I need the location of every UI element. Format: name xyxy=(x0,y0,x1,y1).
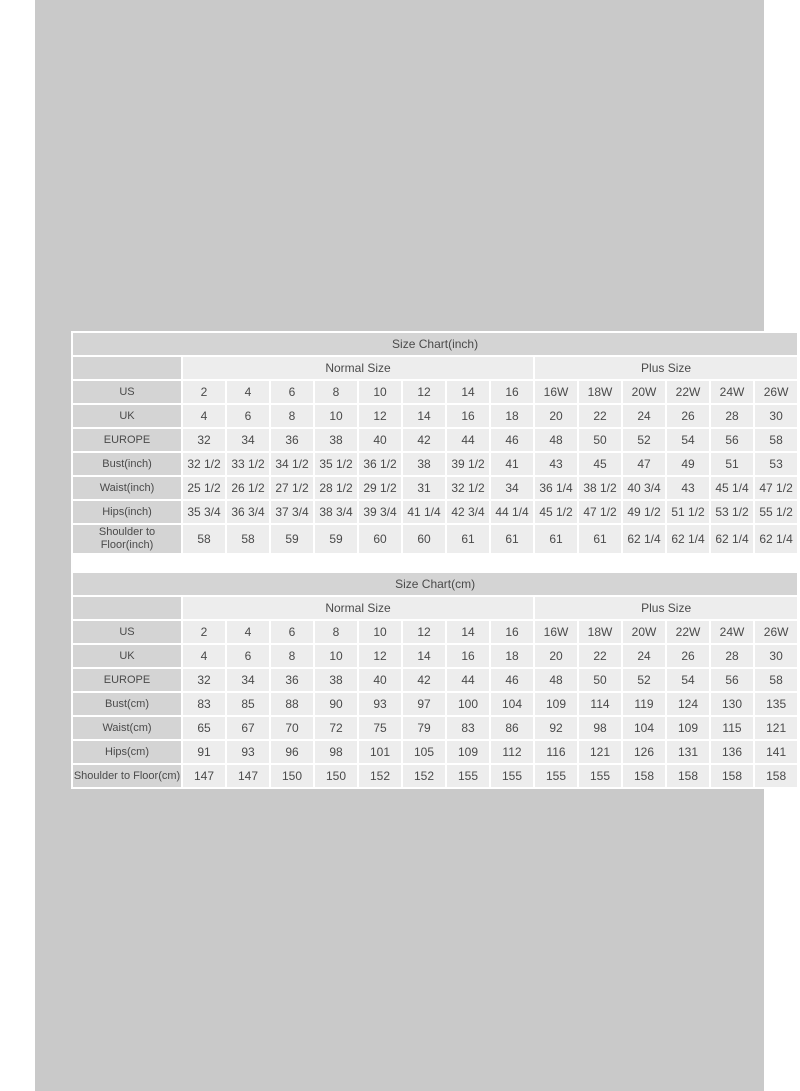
size-value-cell: 16 xyxy=(447,645,489,667)
size-value-cell: 26W xyxy=(755,381,797,403)
size-value-cell: 97 xyxy=(403,693,445,715)
size-value-cell: 56 xyxy=(711,429,753,451)
table-title-row xyxy=(73,573,797,595)
size-value-cell: 14 xyxy=(403,405,445,427)
size-value-cell: 41 xyxy=(491,453,533,475)
size-value-cell: 36 xyxy=(271,429,313,451)
size-value-cell: 44 xyxy=(447,669,489,691)
size-value-cell: 36 3/4 xyxy=(227,501,269,523)
size-value-cell: 12 xyxy=(359,405,401,427)
size-value-cell: 54 xyxy=(667,429,709,451)
size-value-cell: 96 xyxy=(271,741,313,763)
size-value-cell: 104 xyxy=(623,717,665,739)
size-value-cell: 58 xyxy=(755,669,797,691)
size-value-cell: 34 xyxy=(491,477,533,499)
size-value-cell: 43 xyxy=(667,477,709,499)
row-label-cell: UK xyxy=(73,645,181,667)
size-row xyxy=(73,693,797,715)
size-value-cell: 158 xyxy=(623,765,665,787)
size-chart-block xyxy=(71,331,799,789)
size-value-cell: 16 xyxy=(491,381,533,403)
size-value-cell: 38 xyxy=(315,669,357,691)
size-value-cell: 46 xyxy=(491,669,533,691)
size-value-cell: 10 xyxy=(315,405,357,427)
size-value-cell: 56 xyxy=(711,669,753,691)
size-value-cell: 40 xyxy=(359,669,401,691)
size-value-cell: 24 xyxy=(623,645,665,667)
size-value-cell: 51 1/2 xyxy=(667,501,709,523)
corner-cell xyxy=(73,597,181,619)
size-value-cell: 22 xyxy=(579,405,621,427)
size-value-cell: 47 xyxy=(623,453,665,475)
corner-cell xyxy=(73,357,181,379)
size-value-cell: 72 xyxy=(315,717,357,739)
size-value-cell: 20W xyxy=(623,621,665,643)
size-value-cell: 70 xyxy=(271,717,313,739)
size-value-cell: 61 xyxy=(491,525,533,553)
row-label-cell: Shoulder to Floor(inch) xyxy=(73,525,181,553)
size-value-cell: 40 3/4 xyxy=(623,477,665,499)
column-group-row xyxy=(73,597,797,619)
column-group-header: Normal Size xyxy=(183,357,533,379)
size-value-cell: 105 xyxy=(403,741,445,763)
size-value-cell: 115 xyxy=(711,717,753,739)
size-value-cell: 150 xyxy=(315,765,357,787)
size-value-cell: 46 xyxy=(491,429,533,451)
size-value-cell: 24W xyxy=(711,621,753,643)
size-value-cell: 27 1/2 xyxy=(271,477,313,499)
size-row xyxy=(73,381,797,403)
size-value-cell: 4 xyxy=(227,381,269,403)
size-value-cell: 16W xyxy=(535,621,577,643)
size-value-cell: 18W xyxy=(579,621,621,643)
size-value-cell: 116 xyxy=(535,741,577,763)
size-value-cell: 28 xyxy=(711,645,753,667)
size-value-cell: 98 xyxy=(579,717,621,739)
size-value-cell: 53 xyxy=(755,453,797,475)
size-value-cell: 50 xyxy=(579,429,621,451)
size-value-cell: 88 xyxy=(271,693,313,715)
size-value-cell: 4 xyxy=(183,645,225,667)
size-value-cell: 6 xyxy=(271,381,313,403)
size-value-cell: 109 xyxy=(535,693,577,715)
size-value-cell: 38 1/2 xyxy=(579,477,621,499)
size-value-cell: 52 xyxy=(623,429,665,451)
row-label-cell: Waist(cm) xyxy=(73,717,181,739)
size-value-cell: 12 xyxy=(359,645,401,667)
size-value-cell: 30 xyxy=(755,645,797,667)
size-value-cell: 141 xyxy=(755,741,797,763)
size-value-cell: 18 xyxy=(491,405,533,427)
size-value-cell: 10 xyxy=(359,381,401,403)
gray-canvas xyxy=(35,0,793,1091)
row-label-cell: EUROPE xyxy=(73,669,181,691)
size-value-cell: 104 xyxy=(491,693,533,715)
size-value-cell: 61 xyxy=(535,525,577,553)
size-value-cell: 40 xyxy=(359,429,401,451)
size-value-cell: 92 xyxy=(535,717,577,739)
size-value-cell: 25 1/2 xyxy=(183,477,225,499)
size-value-cell: 44 1/4 xyxy=(491,501,533,523)
size-value-cell: 16W xyxy=(535,381,577,403)
size-value-cell: 8 xyxy=(271,645,313,667)
size-value-cell: 24W xyxy=(711,381,753,403)
size-value-cell: 8 xyxy=(315,621,357,643)
size-value-cell: 38 3/4 xyxy=(315,501,357,523)
size-value-cell: 45 1/4 xyxy=(711,477,753,499)
size-value-cell: 35 1/2 xyxy=(315,453,357,475)
size-value-cell: 158 xyxy=(711,765,753,787)
size-value-cell: 152 xyxy=(403,765,445,787)
size-value-cell: 109 xyxy=(667,717,709,739)
column-group-header: Plus Size xyxy=(535,357,797,379)
size-value-cell: 65 xyxy=(183,717,225,739)
size-value-cell: 45 xyxy=(579,453,621,475)
size-value-cell: 22W xyxy=(667,381,709,403)
size-value-cell: 136 xyxy=(711,741,753,763)
size-value-cell: 42 xyxy=(403,669,445,691)
size-value-cell: 31 xyxy=(403,477,445,499)
size-value-cell: 59 xyxy=(271,525,313,553)
size-value-cell: 43 xyxy=(535,453,577,475)
size-value-cell: 39 1/2 xyxy=(447,453,489,475)
size-value-cell: 158 xyxy=(667,765,709,787)
size-value-cell: 18 xyxy=(491,645,533,667)
row-label-cell: Waist(inch) xyxy=(73,477,181,499)
size-value-cell: 93 xyxy=(359,693,401,715)
size-value-cell: 6 xyxy=(271,621,313,643)
size-value-cell: 16 xyxy=(447,405,489,427)
size-value-cell: 155 xyxy=(579,765,621,787)
size-value-cell: 14 xyxy=(403,645,445,667)
size-value-cell: 26 1/2 xyxy=(227,477,269,499)
size-value-cell: 6 xyxy=(227,405,269,427)
size-value-cell: 38 xyxy=(315,429,357,451)
size-value-cell: 41 1/4 xyxy=(403,501,445,523)
size-value-cell: 60 xyxy=(359,525,401,553)
size-value-cell: 121 xyxy=(755,717,797,739)
size-value-cell: 36 1/4 xyxy=(535,477,577,499)
size-value-cell: 18W xyxy=(579,381,621,403)
size-value-cell: 10 xyxy=(315,645,357,667)
size-row xyxy=(73,429,797,451)
row-label-cell: UK xyxy=(73,405,181,427)
size-value-cell: 26 xyxy=(667,405,709,427)
size-value-cell: 20 xyxy=(535,405,577,427)
column-group-header: Normal Size xyxy=(183,597,533,619)
size-value-cell: 42 xyxy=(403,429,445,451)
size-value-cell: 49 1/2 xyxy=(623,501,665,523)
size-value-cell: 75 xyxy=(359,717,401,739)
size-value-cell: 28 1/2 xyxy=(315,477,357,499)
size-value-cell: 44 xyxy=(447,429,489,451)
size-value-cell: 62 1/4 xyxy=(623,525,665,553)
table-title: Size Chart(cm) xyxy=(73,573,797,595)
size-value-cell: 62 1/4 xyxy=(667,525,709,553)
size-row xyxy=(73,621,797,643)
size-value-cell: 26 xyxy=(667,645,709,667)
size-value-cell: 12 xyxy=(403,381,445,403)
size-value-cell: 48 xyxy=(535,669,577,691)
size-value-cell: 130 xyxy=(711,693,753,715)
size-row xyxy=(73,645,797,667)
size-value-cell: 22 xyxy=(579,645,621,667)
size-row xyxy=(73,477,797,499)
size-value-cell: 54 xyxy=(667,669,709,691)
size-value-cell: 93 xyxy=(227,741,269,763)
size-row xyxy=(73,453,797,475)
size-value-cell: 114 xyxy=(579,693,621,715)
size-value-cell: 47 1/2 xyxy=(755,477,797,499)
size-value-cell: 32 1/2 xyxy=(447,477,489,499)
row-label-cell: US xyxy=(73,621,181,643)
row-label-cell: Shoulder to Floor(cm) xyxy=(73,765,181,787)
size-value-cell: 32 xyxy=(183,429,225,451)
size-row xyxy=(73,669,797,691)
size-value-cell: 155 xyxy=(491,765,533,787)
size-value-cell: 62 1/4 xyxy=(711,525,753,553)
size-value-cell: 147 xyxy=(183,765,225,787)
size-value-cell: 38 xyxy=(403,453,445,475)
size-value-cell: 30 xyxy=(755,405,797,427)
size-value-cell: 150 xyxy=(271,765,313,787)
size-value-cell: 35 3/4 xyxy=(183,501,225,523)
size-value-cell: 14 xyxy=(447,381,489,403)
size-value-cell: 36 1/2 xyxy=(359,453,401,475)
size-value-cell: 53 1/2 xyxy=(711,501,753,523)
size-value-cell: 124 xyxy=(667,693,709,715)
row-label-cell: Hips(cm) xyxy=(73,741,181,763)
size-value-cell: 91 xyxy=(183,741,225,763)
size-value-cell: 60 xyxy=(403,525,445,553)
size-value-cell: 14 xyxy=(447,621,489,643)
size-chart-table-inch xyxy=(71,331,799,555)
size-row xyxy=(73,765,797,787)
size-value-cell: 109 xyxy=(447,741,489,763)
size-value-cell: 135 xyxy=(755,693,797,715)
size-value-cell: 50 xyxy=(579,669,621,691)
row-label-cell: EUROPE xyxy=(73,429,181,451)
size-value-cell: 58 xyxy=(183,525,225,553)
size-value-cell: 29 1/2 xyxy=(359,477,401,499)
size-value-cell: 67 xyxy=(227,717,269,739)
size-value-cell: 61 xyxy=(579,525,621,553)
size-value-cell: 34 xyxy=(227,429,269,451)
size-value-cell: 28 xyxy=(711,405,753,427)
size-value-cell: 155 xyxy=(535,765,577,787)
size-value-cell: 58 xyxy=(755,429,797,451)
size-row xyxy=(73,717,797,739)
size-value-cell: 61 xyxy=(447,525,489,553)
table-title-row xyxy=(73,333,797,355)
size-value-cell: 79 xyxy=(403,717,445,739)
size-value-cell: 2 xyxy=(183,621,225,643)
size-value-cell: 37 3/4 xyxy=(271,501,313,523)
size-value-cell: 32 xyxy=(183,669,225,691)
size-value-cell: 119 xyxy=(623,693,665,715)
size-value-cell: 98 xyxy=(315,741,357,763)
size-row xyxy=(73,741,797,763)
size-value-cell: 86 xyxy=(491,717,533,739)
size-value-cell: 36 xyxy=(271,669,313,691)
size-value-cell: 24 xyxy=(623,405,665,427)
size-value-cell: 6 xyxy=(227,645,269,667)
size-value-cell: 26W xyxy=(755,621,797,643)
table-title: Size Chart(inch) xyxy=(73,333,797,355)
size-row xyxy=(73,525,797,553)
size-value-cell: 147 xyxy=(227,765,269,787)
column-group-header: Plus Size xyxy=(535,597,797,619)
size-row xyxy=(73,501,797,523)
size-value-cell: 100 xyxy=(447,693,489,715)
size-value-cell: 16 xyxy=(491,621,533,643)
size-value-cell: 152 xyxy=(359,765,401,787)
size-value-cell: 2 xyxy=(183,381,225,403)
size-value-cell: 47 1/2 xyxy=(579,501,621,523)
size-value-cell: 8 xyxy=(271,405,313,427)
row-label-cell: Hips(inch) xyxy=(73,501,181,523)
size-value-cell: 85 xyxy=(227,693,269,715)
size-value-cell: 48 xyxy=(535,429,577,451)
row-label-cell: Bust(inch) xyxy=(73,453,181,475)
size-value-cell: 83 xyxy=(447,717,489,739)
table-gap xyxy=(71,555,799,571)
size-value-cell: 90 xyxy=(315,693,357,715)
size-value-cell: 49 xyxy=(667,453,709,475)
size-value-cell: 45 1/2 xyxy=(535,501,577,523)
size-value-cell: 34 xyxy=(227,669,269,691)
size-value-cell: 8 xyxy=(315,381,357,403)
column-group-row xyxy=(73,357,797,379)
row-label-cell: US xyxy=(73,381,181,403)
size-value-cell: 52 xyxy=(623,669,665,691)
size-row xyxy=(73,405,797,427)
size-value-cell: 158 xyxy=(755,765,797,787)
size-value-cell: 10 xyxy=(359,621,401,643)
size-value-cell: 34 1/2 xyxy=(271,453,313,475)
size-value-cell: 39 3/4 xyxy=(359,501,401,523)
size-value-cell: 55 1/2 xyxy=(755,501,797,523)
size-value-cell: 126 xyxy=(623,741,665,763)
size-value-cell: 12 xyxy=(403,621,445,643)
row-label-cell: Bust(cm) xyxy=(73,693,181,715)
size-value-cell: 32 1/2 xyxy=(183,453,225,475)
size-value-cell: 42 3/4 xyxy=(447,501,489,523)
size-value-cell: 4 xyxy=(227,621,269,643)
size-value-cell: 112 xyxy=(491,741,533,763)
size-value-cell: 22W xyxy=(667,621,709,643)
size-value-cell: 83 xyxy=(183,693,225,715)
size-value-cell: 51 xyxy=(711,453,753,475)
size-chart-table-cm xyxy=(71,571,799,789)
size-value-cell: 101 xyxy=(359,741,401,763)
size-value-cell: 20 xyxy=(535,645,577,667)
size-value-cell: 58 xyxy=(227,525,269,553)
size-value-cell: 33 1/2 xyxy=(227,453,269,475)
size-value-cell: 155 xyxy=(447,765,489,787)
size-value-cell: 62 1/4 xyxy=(755,525,797,553)
size-value-cell: 20W xyxy=(623,381,665,403)
size-value-cell: 121 xyxy=(579,741,621,763)
size-value-cell: 131 xyxy=(667,741,709,763)
size-value-cell: 59 xyxy=(315,525,357,553)
size-value-cell: 4 xyxy=(183,405,225,427)
